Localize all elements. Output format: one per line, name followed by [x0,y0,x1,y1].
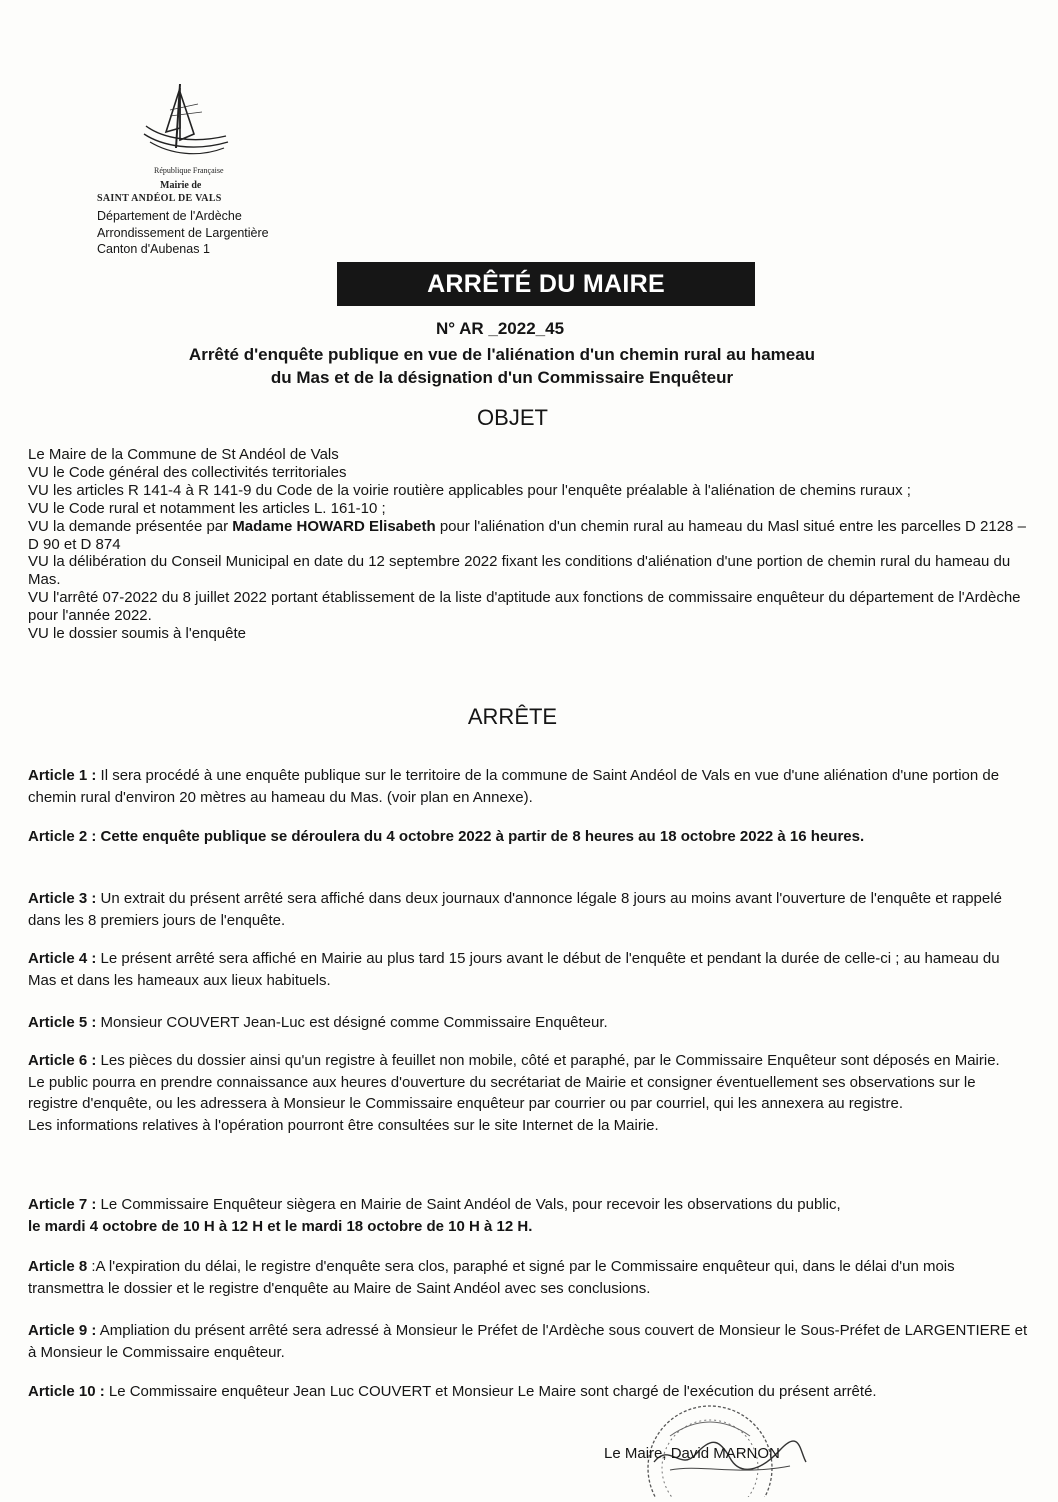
signature-line: Le Maire, David MARNON [604,1445,780,1462]
article-label: Article 1 : [28,767,97,784]
article-text: Les pièces du dossier ainsi qu'un registre à feuillet non mobile, côté et paraphé, par le Commissaire Enquêteur sont déposés en Mairie. [96,1052,1000,1069]
article-text: Le Commissaire Enquêteur siègera en Mairie de Saint Andéol de Vals, pour recevoir les observations du public, [96,1196,841,1213]
article-10 [28,1381,1028,1403]
article-label: Article 8 [28,1258,88,1275]
article-text: Le présent arrêté sera affiché en Mairie au plus tard 15 jours avant le début de l'enquête et pendant la durée de celle-ci ; au hameau du Mas et dans les hameaux aux lieux habituels. [28,950,1000,989]
preamble-intro: Le Maire de la Commune de St Andéol de Vals [28,446,339,463]
commune-logo [140,82,232,173]
article-text: Cette enquête publique se déroulera du 4 octobre 2022 à partir de 8 heures au 18 octobre 2022 à 16 heures. [96,828,865,845]
mairie-de-label: Mairie de [160,180,202,191]
vu-demande-a: VU la demande présentée par [28,517,233,535]
vu-demande-name: Madame HOWARD Elisabeth [232,517,436,535]
article-text: Il sera procédé à une enquête publique sur le territoire de la commune de Saint Andéol de Vals en vue d'une aliénation d'une portion de chemin rural d'environ 20 mètres au hameau du Mas. (voir plan en Annexe). [28,767,1000,806]
subtitle-line-1: Arrêté d'enquête publique en vue de l'aliénation d'un chemin rural au hameau [188,345,816,364]
section-arrete: ARRÊTE [467,704,558,729]
vu-dossier: VU le dossier soumis à l'enquête [28,625,246,643]
subtitle-line-2: du Mas et de la désignation d'un Commissaire Enquêteur [270,368,734,387]
article-6-paragraph-2: Le public pourra en prendre connaissance aux heures d'ouverture du secrétariat de Mairie et consigner éventuellement ses observations sur le registre d'enquête, ou les adressera à Monsieur le Commissaire enquêteur par courrier ou par courriel, qui les annexera au registre. [28,1073,976,1112]
article-4 [28,948,1028,991]
article-text: Le Commissaire enquêteur Jean Luc COUVERT et Monsieur Le Maire sont chargé de l'exécution du présent arrêté. [104,1383,877,1400]
article-label: Article 4 : [28,950,97,967]
article-6-paragraph-3: Les informations relatives à l'opération pourront être consultées sur le site Internet de la Mairie. [28,1116,659,1134]
title-banner: ARRÊTÉ DU MAIRE [337,262,755,306]
article-3 [28,888,1028,931]
section-objet: OBJET [477,405,548,430]
article-1 [28,765,1028,808]
article-2 [28,826,1028,848]
vu-deliberation: VU la délibération du Conseil Municipal en date du 12 septembre 2022 fixant les conditions d'aliénation d'une portion de chemin rural du hameau du Mas. [28,553,1011,589]
article-label: Article 2 : [28,828,97,845]
vu-arrete-aptitude: VU l'arrêté 07-2022 du 8 juillet 2022 portant établissement de la liste d'aptitude aux fonctions de commissaire enquêteur du département de l'Ardèche pour l'année 2022. [28,589,1021,625]
article-text: Ampliation du présent arrêté sera adressé à Monsieur le Préfet de l'Ardèche sous couvert de Monsieur le Sous-Préfet de LARGENTIERE et à Monsieur le Commissaire enquêteur. [28,1322,1028,1361]
article-text: :A l'expiration du délai, le registre d'enquête sera clos, paraphé et signé par le Commissaire enquêteur qui, dans le délai d'un mois transmettra le dossier et le registre d'enquête au Maire de Saint Andéol avec ses conclusions. [28,1258,955,1297]
arrete-number: N° AR _2022_45 [435,319,565,338]
article-8 [28,1256,1028,1299]
article-label: Article 6 : [28,1052,97,1069]
vu-voirie: VU les articles R 141-4 à R 141-9 du Code de la voirie routière applicables pour l'enquête préalable à l'aliénation de chemins ruraux ; [28,481,911,499]
article-7 [28,1194,1028,1237]
republique-label: République Française [154,166,224,175]
address-canton: Canton d'Aubenas 1 [97,242,210,256]
article-label: Article 7 : [28,1196,97,1213]
article-6 [28,1050,1028,1136]
article-7-schedule: le mardi 4 octobre de 10 H à 12 H et le mardi 18 octobre de 10 H à 12 H. [28,1217,533,1235]
article-label: Article 10 : [28,1383,105,1400]
vu-code-rural: VU le Code rural et notamment les articles L. 161-10 ; [28,499,386,517]
article-5 [28,1012,1028,1034]
article-text: Monsieur COUVERT Jean-Luc est désigné comme Commissaire Enquêteur. [96,1014,608,1031]
address-arrondissement: Arrondissement de Largentière [97,226,269,240]
mairie-name: SAINT ANDÉOL DE VALS [97,193,222,204]
address-departement: Département de l'Ardèche [97,209,242,223]
preamble [28,446,1028,643]
article-label: Article 5 : [28,1014,97,1031]
article-label: Article 9 : [28,1322,97,1339]
vu-demande [28,518,1028,554]
vu-cgct: VU le Code général des collectivités territoriales [28,463,347,481]
article-9 [28,1320,1028,1363]
article-text: Un extrait du présent arrêté sera affiché dans deux journaux d'annonce légale 8 jours au moins avant l'ouverture de l'enquête et rappelé dans les 8 premiers jours de l'enquête. [28,890,1002,929]
vu-demande-b: pour l'aliénation d'un chemin rural au hameau du Masl situé entre les parcelles D 2128 – D 90 et D 874 [28,517,1026,553]
article-label: Article 3 : [28,890,97,907]
